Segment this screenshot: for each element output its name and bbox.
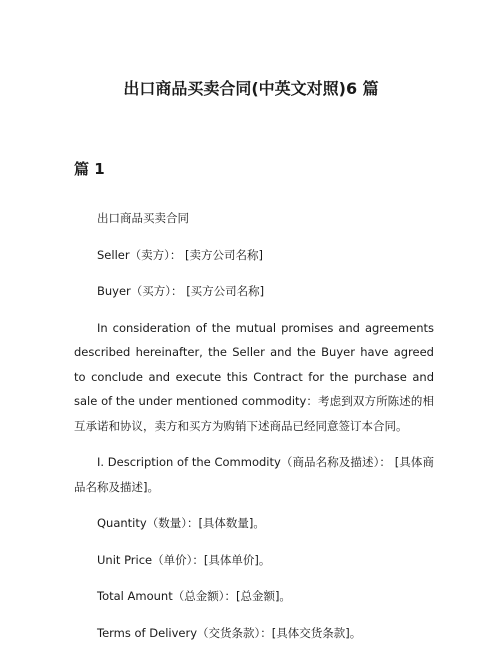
section-heading: 篇 1: [74, 160, 105, 178]
paragraph-description: I. Description of the Commodity（商品名称及描述）： [具体商品名称及描述]。: [74, 455, 434, 494]
paragraph-total-amount: Total Amount（总金额）：[总金额]。: [97, 589, 291, 603]
document-title: 出口商品买卖合同(中英文对照)6 篇: [123, 79, 379, 98]
document-body: [74, 206, 434, 657]
paragraph-seller: Seller（卖方）： [卖方公司名称]: [97, 247, 263, 262]
paragraph-quantity: Quantity（数量）：[具体数量]。: [97, 516, 265, 530]
paragraph-consideration: In consideration of the mutual promises and agreements described hereinafter, the Seller and the Buyer have agreed to conclude and execute this Contract for the purchase and sale of the under mentioned commodity：考虑到双方所陈述的相互承诺和协议，卖方和买方为购销下述商品已经同意签订本合同。: [74, 320, 434, 433]
paragraph-contract-name: 出口商品买卖合同: [97, 211, 189, 225]
paragraph-unit-price: Unit Price（单价）：[具体单价]。: [97, 552, 271, 567]
paragraph-buyer: Buyer（买方）： [买方公司名称]: [97, 284, 265, 298]
paragraph-terms-of-delivery: Terms of Delivery（交货条款）：[具体交货条款]。: [97, 625, 362, 640]
